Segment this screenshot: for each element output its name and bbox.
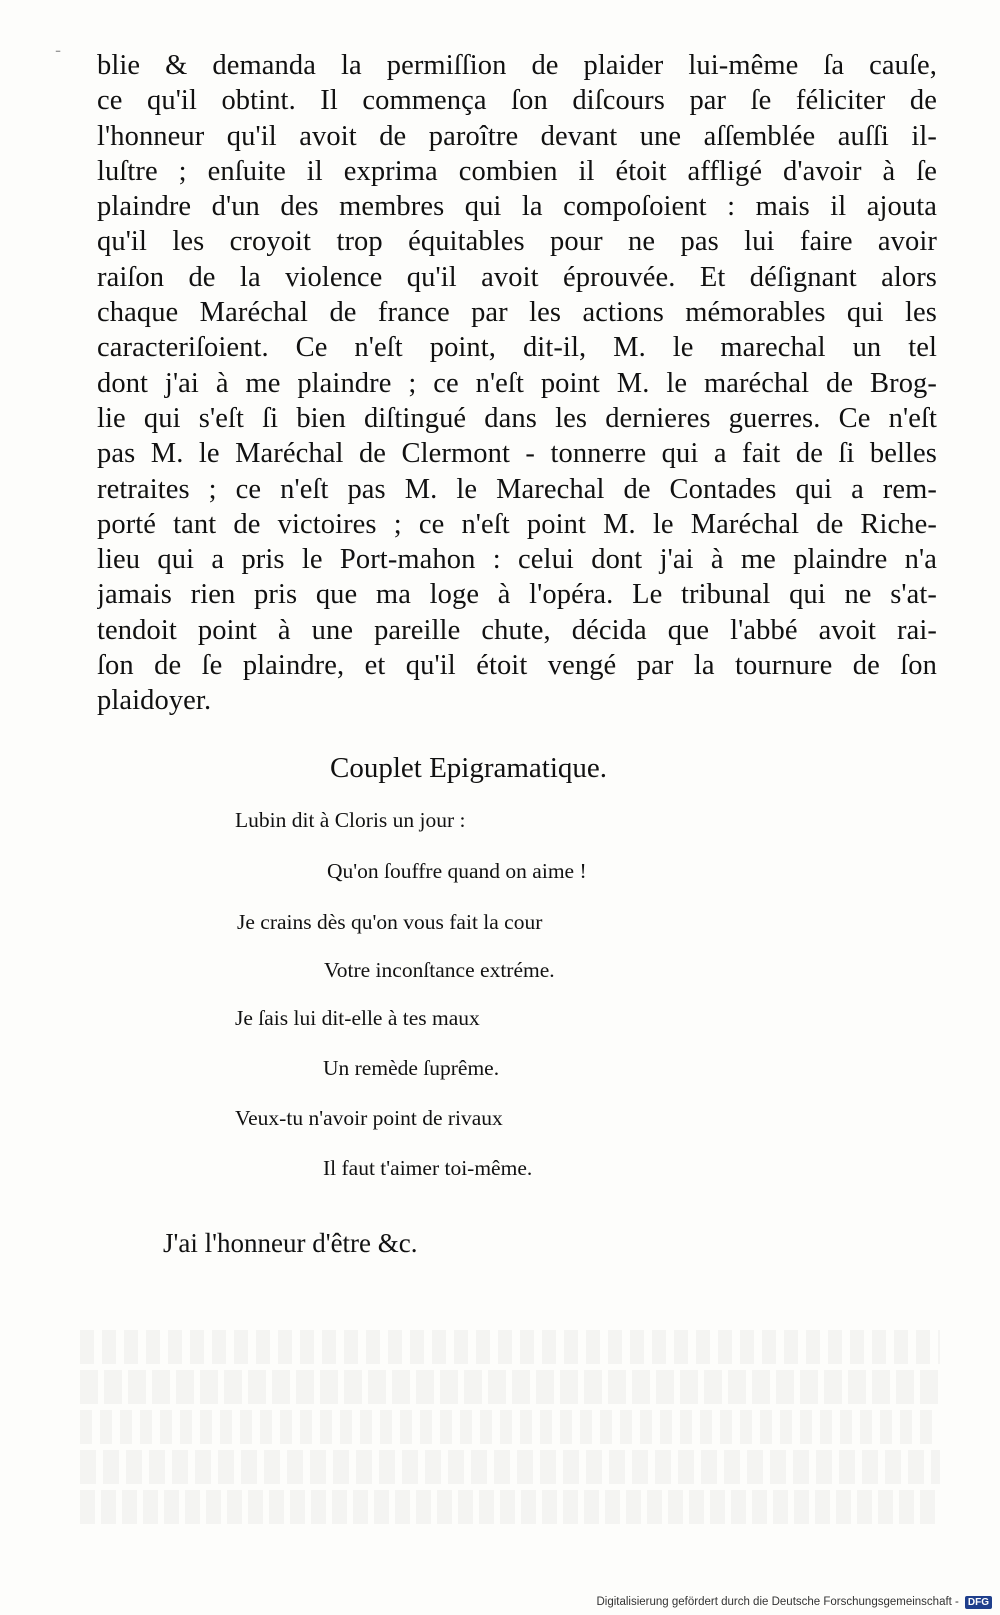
margin-mark: ‐ xyxy=(55,40,62,61)
text-line: lie qui s'eſt ſi bien diſtingué dans les dernieres guerres. Ce n'eſt xyxy=(97,402,937,434)
verse-line: Lubin dit à Cloris un jour : xyxy=(235,808,466,832)
verse-line: Il faut t'aimer toi-même. xyxy=(323,1156,533,1180)
text-line: qu'il les croyoit trop équitables pour ne pas lui faire avoir xyxy=(97,226,937,258)
body-text xyxy=(97,48,937,719)
text-line: caracteriſoient. Ce n'eſt point, dit-il, M. le marechal un tel xyxy=(97,332,937,364)
digitization-footer xyxy=(596,1591,992,1613)
text-line: porté tant de victoires ; ce n'eſt point M. le Maréchal de Riche- xyxy=(97,508,937,540)
text-line: plaidoyer. xyxy=(97,685,212,717)
poem-title: Couplet Epigramatique. xyxy=(330,752,608,784)
text-line: ſon de ſe plaindre, et qu'il étoit vengé par la tournure de ſon xyxy=(97,650,937,682)
text-line: plaindre d'un des membres qui la compoſoient : mais il ajouta xyxy=(97,191,937,223)
text-line: blie & demanda la permiſſion de plaider lui-même ſa cauſe, xyxy=(97,50,937,81)
text-line: tendoit point à une pareille chute, décida que l'abbé avoit rai- xyxy=(97,614,937,646)
text-line: jamais rien pris que ma loge à l'opéra. Le tribunal qui ne s'at- xyxy=(97,579,937,611)
text-line: l'honneur qu'il avoit de paroître devant une aſſemblée auſſi il- xyxy=(97,120,937,152)
text-line: chaque Maréchal de france par les actions mémorables qui les xyxy=(97,297,937,329)
verse-line: Qu'on ſouffre quand on aime ! xyxy=(327,859,587,883)
footer-text: Digitalisierung gefördert durch die Deutsche Forschungsgemeinschaft - xyxy=(596,1596,959,1608)
text-line: dont j'ai à me plaindre ; ce n'eſt point M. le maréchal de Brog- xyxy=(97,367,937,399)
verse-line: Un remède ſuprême. xyxy=(323,1056,500,1080)
dfg-logo-icon: DFG xyxy=(965,1596,992,1609)
verse-line: Je crains dès qu'on vous fait la cour xyxy=(237,910,543,934)
text-line: retraites ; ce n'eſt pas M. le Marechal de Contades qui a rem- xyxy=(97,473,937,505)
text-line: pas M. le Maréchal de Clermont - tonnerre qui a fait de ſi belles xyxy=(97,438,937,470)
verse-line: Je ſais lui dit-elle à tes maux xyxy=(235,1006,480,1030)
text-line: luſtre ; enſuite il exprima combien il étoit affligé d'avoir à ſe xyxy=(97,155,937,187)
text-line: raiſon de la violence qu'il avoit éprouvée. Et déſignant alors xyxy=(97,261,937,293)
verse-line: Votre inconſtance extréme. xyxy=(324,958,555,982)
text-line: lieu qui a pris le Port-mahon : celui dont j'ai à me plaindre n'a xyxy=(97,544,937,576)
text-line: ce qu'il obtint. Il commença ſon diſcours par ſe féliciter de xyxy=(97,85,937,117)
closing-line: J'ai l'honneur d'être &c. xyxy=(163,1228,418,1258)
verse-line: Veux-tu n'avoir point de rivaux xyxy=(235,1106,503,1130)
